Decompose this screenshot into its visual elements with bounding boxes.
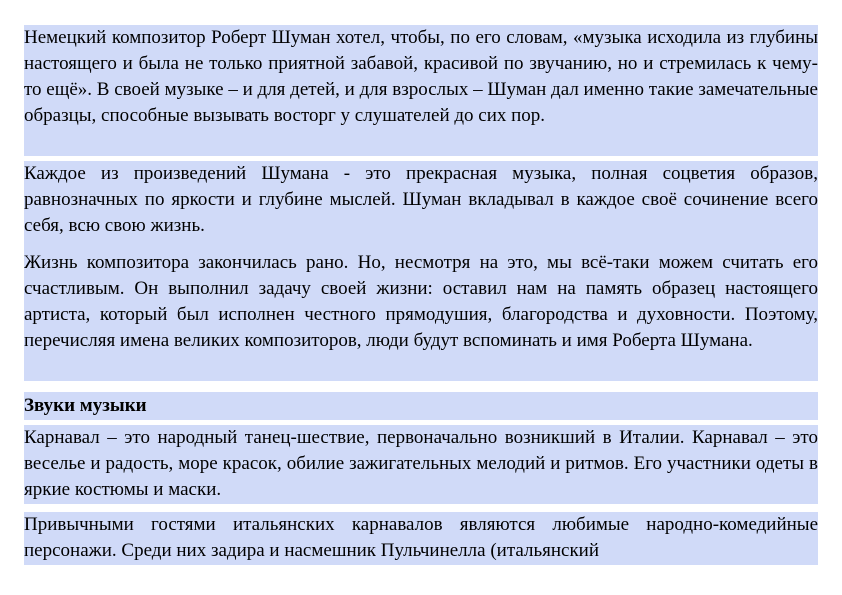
section-heading: Звуки музыки: [24, 392, 818, 420]
paragraph-schumann-life: Жизнь композитора закончилась рано. Но, несмотря на это, мы всё-таки можем считать его счастливым. Он выполнил задачу своей жизни: оставил нам на память образец настоящего артиста, который был исполнен честного прямодушия, благородства и духовности. Поэтому, перечисляя имена великих композиторов, люди будут вспоминать и имя Роберта Шумана.: [24, 250, 818, 381]
paragraph-schumann-quote: Немецкий композитор Роберт Шуман хотел, чтобы, по его словам, «музыка исходила из глубины настоящего и была не только приятной забавой, красивой по звучанию, но и стремилась к чему-то ещё». В своей музыке – и для детей, и для взрослых – Шуман дал именно такие замечательные образцы, способные вызывать восторг у слушателей до сих пор.: [24, 25, 818, 156]
paragraph-carnival-guests: Привычными гостями итальянских карнавалов являются любимые народно-комедийные персонажи. Среди них задира и насмешник Пульчинелла (итальянский: [24, 512, 818, 565]
paragraph-carnival: Карнавал – это народный танец-шествие, первоначально возникший в Италии. Карнавал – это веселье и радость, море красок, обилие зажигательных мелодий и ритмов. Его участники одеты в яркие костюмы и маски.: [24, 425, 818, 504]
paragraph-schumann-works: Каждое из произведений Шумана - это прекрасная музыка, полная соцветия образов, равнозначных по яркости и глубине мыслей. Шуман вкладывал в каждое своё сочинение всего себя, всю свою жизнь.: [24, 161, 818, 266]
